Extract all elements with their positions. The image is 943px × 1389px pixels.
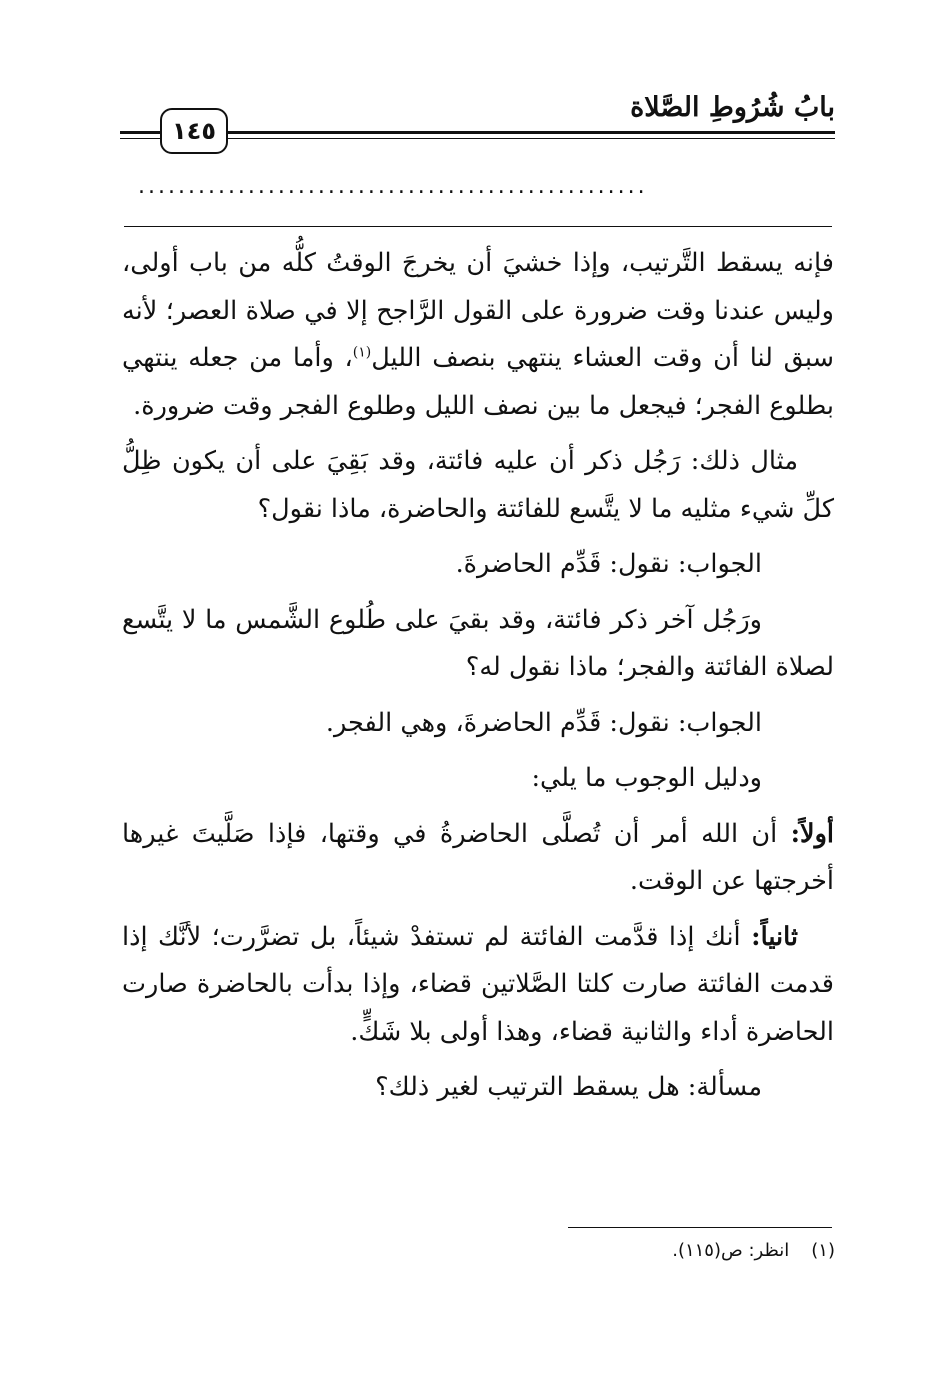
footnote-reference[interactable]: (١) [352, 344, 372, 361]
header-rule [225, 131, 835, 134]
paragraph: فإنه يسقط التَّرتيب، وإذا خشيَ أن يخرجَ الوقتُ كلُّه من باب أولى، وليس عندنا وقت ضرورة على القول الرَّاجح إلا في صلاة العصر؛ لأنه سبق لنا أن وقت العشاء ينتهي بنصف الليل$^{(١)}$، وأما من جعله ينتهي بطلوع الفجر؛ فيجعل ما بين نصف الليل وطلوع الفجر وقت ضرورة. [122, 248, 834, 421]
header-rule-left [120, 131, 160, 134]
paragraph: مسألة: هل يسقط الترتيب لغير ذلك؟ [375, 1072, 762, 1102]
paragraph: أولاً: أن الله أمر أن تُصلَّى الحاضرةُ في وقتها، فإذا صَلَّيتَ غيرها أخرجتها عن الوقت. [122, 818, 834, 896]
lead-label: أولاً: [790, 818, 834, 849]
page-header [120, 86, 835, 156]
footnote-rule [568, 1227, 832, 1228]
paragraph: ودليل الوجوب ما يلي: [531, 763, 762, 793]
body-text [122, 240, 834, 1120]
paragraph: الجواب: نقول: قَدِّم الحاضرةَ. [455, 549, 762, 579]
paragraph: ورَجُل آخر ذكر فائتة، وقد بقيَ على طُلوع الشَّمس ما لا يتَّسع لصلاة الفائتة والفجر؛ ماذا نقول له؟ [122, 604, 834, 682]
top-rule [124, 226, 832, 227]
page-number: ١٤٥ [160, 108, 228, 154]
footnote [672, 1236, 835, 1266]
paragraph: مثال ذلك: رَجُل ذكر أن عليه فائتة، وقد بَقِيَ على أن يكون ظِلُّ كلِّ شيء مثليه ما لا يتَّسع للفائتة والحاضرة، ماذا نقول؟ [122, 446, 834, 524]
header-rule-left-thin [120, 138, 160, 139]
header-rule-thin [225, 138, 835, 139]
paragraph: ثانياً: أنك إذا قدَّمت الفائتة لم تستفدْ شيئاً، بل تضرَّرت؛ لأنَّك إذا قدمت الفائتة صارت كلتا الصَّلاتين قضاء، وإذا بدأت بالحاضرة صارت الحاضرة أداء والثانية قضاء، وهذا أولى بلا شَكٍّ. [122, 921, 834, 1047]
lead-label: ثانياً: [751, 921, 798, 952]
footnote-text: انظر: ص(١١٥). [672, 1240, 790, 1261]
dotted-separator: ................................................... [138, 174, 648, 199]
footnote-number: (١) [811, 1240, 835, 1261]
chapter-title: بابُ شُرُوطِ الصَّلاة [630, 92, 835, 123]
paragraph: الجواب: نقول: قَدِّم الحاضرةَ، وهي الفجر. [325, 707, 762, 738]
